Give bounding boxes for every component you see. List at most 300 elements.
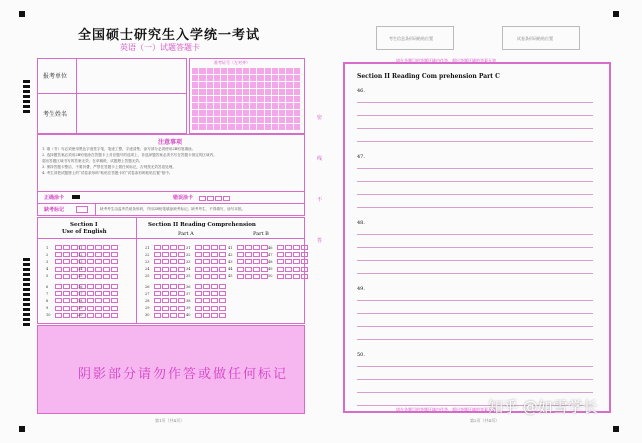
answer-bubble[interactable] xyxy=(95,298,102,303)
answer-bubble[interactable] xyxy=(95,252,102,257)
number-bubble[interactable] xyxy=(286,103,292,109)
number-bubble[interactable] xyxy=(250,124,256,130)
answer-bubble[interactable] xyxy=(63,298,70,303)
answer-bubble[interactable] xyxy=(111,274,118,279)
answer-bubble[interactable] xyxy=(95,267,102,272)
answer-bubble[interactable] xyxy=(253,252,260,257)
answer-bubble[interactable] xyxy=(211,291,218,296)
question-row[interactable] xyxy=(228,252,268,257)
number-bubble[interactable] xyxy=(279,103,285,109)
answer-bubble[interactable] xyxy=(211,245,218,250)
number-bubble[interactable] xyxy=(221,117,227,123)
answer-bubble[interactable] xyxy=(111,291,118,296)
answer-bubble[interactable] xyxy=(63,267,70,272)
question-row[interactable] xyxy=(268,267,308,272)
number-bubble[interactable] xyxy=(214,75,220,81)
answer-bubble[interactable] xyxy=(55,313,62,318)
answer-bubble[interactable] xyxy=(211,298,218,303)
answer-bubble[interactable] xyxy=(111,259,118,264)
question-row[interactable] xyxy=(78,252,118,257)
number-bubble[interactable] xyxy=(272,103,278,109)
number-bubble[interactable] xyxy=(192,103,198,109)
answer-bubble[interactable] xyxy=(170,291,177,296)
number-bubble[interactable] xyxy=(250,110,256,116)
answer-bubble[interactable] xyxy=(170,245,177,250)
answer-bubble[interactable] xyxy=(162,291,169,296)
number-bubble[interactable] xyxy=(272,68,278,74)
number-bubble[interactable] xyxy=(279,75,285,81)
answer-line[interactable] xyxy=(357,181,593,182)
number-bubble[interactable] xyxy=(265,82,271,88)
number-bubble[interactable] xyxy=(294,103,300,109)
number-bubble[interactable] xyxy=(257,89,263,95)
number-bubble[interactable] xyxy=(199,82,205,88)
answer-bubble[interactable] xyxy=(203,245,210,250)
number-bubble[interactable] xyxy=(192,68,198,74)
number-bubble[interactable] xyxy=(228,82,234,88)
answer-line[interactable] xyxy=(357,379,593,380)
answer-bubble[interactable] xyxy=(154,245,161,250)
answer-bubble[interactable] xyxy=(63,259,70,264)
number-bubble[interactable] xyxy=(236,124,242,130)
answer-bubble[interactable] xyxy=(71,298,78,303)
number-bubble[interactable] xyxy=(294,117,300,123)
answer-bubble[interactable] xyxy=(301,267,308,272)
number-bubble[interactable] xyxy=(236,110,242,116)
answer-bubble[interactable] xyxy=(170,274,177,279)
number-bubble[interactable] xyxy=(236,89,242,95)
answer-bubble[interactable] xyxy=(219,245,226,250)
number-bubble[interactable] xyxy=(192,110,198,116)
answer-bubble[interactable] xyxy=(277,245,284,250)
answer-bubble[interactable] xyxy=(277,274,284,279)
number-bubble[interactable] xyxy=(294,89,300,95)
answer-bubble[interactable] xyxy=(195,259,202,264)
number-bubble[interactable] xyxy=(250,96,256,102)
number-bubble[interactable] xyxy=(272,124,278,130)
answer-bubble[interactable] xyxy=(154,284,161,289)
number-bubble[interactable] xyxy=(294,110,300,116)
number-bubble[interactable] xyxy=(236,82,242,88)
number-bubble[interactable] xyxy=(279,89,285,95)
answer-bubble[interactable] xyxy=(203,252,210,257)
answer-bubble[interactable] xyxy=(103,298,110,303)
answer-bubble[interactable] xyxy=(301,252,308,257)
answer-line[interactable] xyxy=(357,273,593,274)
number-bubble[interactable] xyxy=(250,68,256,74)
answer-bubble[interactable] xyxy=(170,284,177,289)
answer-bubble[interactable] xyxy=(261,274,268,279)
answer-area-part-c[interactable] xyxy=(343,62,611,413)
number-bubble[interactable] xyxy=(207,103,213,109)
question-row[interactable] xyxy=(78,267,118,272)
answer-bubble[interactable] xyxy=(162,252,169,257)
answer-bubble[interactable] xyxy=(95,313,102,318)
number-bubble[interactable] xyxy=(192,117,198,123)
answer-bubble[interactable] xyxy=(293,274,300,279)
number-bubble[interactable] xyxy=(192,124,198,130)
number-bubble[interactable] xyxy=(286,117,292,123)
number-bubble[interactable] xyxy=(257,103,263,109)
number-bubble[interactable] xyxy=(228,68,234,74)
answer-bubble[interactable] xyxy=(293,245,300,250)
number-bubble[interactable] xyxy=(221,110,227,116)
answer-bubble[interactable] xyxy=(237,245,244,250)
number-bubble[interactable] xyxy=(243,82,249,88)
number-bubble[interactable] xyxy=(221,82,227,88)
answer-bubble[interactable] xyxy=(162,267,169,272)
number-bubble[interactable] xyxy=(207,124,213,130)
answer-bubble[interactable] xyxy=(87,252,94,257)
answer-bubble[interactable] xyxy=(103,245,110,250)
answer-bubble[interactable] xyxy=(285,259,292,264)
number-bubble[interactable] xyxy=(294,68,300,74)
answer-bubble[interactable] xyxy=(55,306,62,311)
number-bubble[interactable] xyxy=(243,68,249,74)
number-bubble[interactable] xyxy=(265,75,271,81)
number-bubble[interactable] xyxy=(192,96,198,102)
answer-bubble[interactable] xyxy=(154,274,161,279)
answer-bubble[interactable] xyxy=(277,252,284,257)
answer-bubble[interactable] xyxy=(285,274,292,279)
answer-bubble[interactable] xyxy=(219,267,226,272)
answer-bubble[interactable] xyxy=(245,252,252,257)
number-bubble[interactable] xyxy=(199,110,205,116)
answer-bubble[interactable] xyxy=(195,245,202,250)
number-bubble[interactable] xyxy=(265,96,271,102)
number-bubble[interactable] xyxy=(294,96,300,102)
number-bubble[interactable] xyxy=(236,75,242,81)
answer-bubble[interactable] xyxy=(285,267,292,272)
answer-bubble[interactable] xyxy=(178,306,185,311)
answer-bubble[interactable] xyxy=(245,245,252,250)
answer-bubble[interactable] xyxy=(103,252,110,257)
answer-bubble[interactable] xyxy=(87,313,94,318)
answer-bubble[interactable] xyxy=(219,274,226,279)
number-bubble[interactable] xyxy=(199,117,205,123)
answer-bubble[interactable] xyxy=(63,252,70,257)
question-row[interactable] xyxy=(186,291,226,296)
number-bubble[interactable] xyxy=(214,68,220,74)
answer-bubble[interactable] xyxy=(71,284,78,289)
number-bubble[interactable] xyxy=(294,124,300,130)
answer-bubble[interactable] xyxy=(154,313,161,318)
answer-line[interactable] xyxy=(357,260,593,261)
number-bubble[interactable] xyxy=(214,110,220,116)
answer-bubble[interactable] xyxy=(87,298,94,303)
answer-bubble[interactable] xyxy=(71,252,78,257)
answer-bubble[interactable] xyxy=(111,245,118,250)
number-bubble[interactable] xyxy=(243,96,249,102)
answer-line[interactable] xyxy=(357,313,593,314)
answer-bubble[interactable] xyxy=(195,252,202,257)
answer-bubble[interactable] xyxy=(253,267,260,272)
question-row[interactable] xyxy=(78,274,118,279)
number-bubble[interactable] xyxy=(214,89,220,95)
answer-line[interactable] xyxy=(357,128,593,129)
question-row[interactable] xyxy=(228,245,268,250)
number-bubble[interactable] xyxy=(265,89,271,95)
answer-bubble[interactable] xyxy=(154,267,161,272)
answer-bubble[interactable] xyxy=(111,298,118,303)
answer-bubble[interactable] xyxy=(245,274,252,279)
number-bubble[interactable] xyxy=(250,117,256,123)
number-bubble[interactable] xyxy=(228,117,234,123)
number-bubble[interactable] xyxy=(192,75,198,81)
answer-bubble[interactable] xyxy=(111,306,118,311)
number-bubble[interactable] xyxy=(236,103,242,109)
question-row[interactable] xyxy=(78,259,118,264)
number-bubble[interactable] xyxy=(250,82,256,88)
answer-bubble[interactable] xyxy=(55,267,62,272)
answer-bubble[interactable] xyxy=(178,313,185,318)
number-bubble[interactable] xyxy=(228,89,234,95)
question-row[interactable] xyxy=(186,313,226,318)
number-bubble[interactable] xyxy=(243,89,249,95)
answer-bubble[interactable] xyxy=(63,245,70,250)
number-bubble[interactable] xyxy=(286,75,292,81)
question-row[interactable] xyxy=(78,298,118,303)
number-bubble[interactable] xyxy=(257,82,263,88)
number-bubble[interactable] xyxy=(250,103,256,109)
answer-bubble[interactable] xyxy=(111,252,118,257)
number-bubble[interactable] xyxy=(236,68,242,74)
answer-bubble[interactable] xyxy=(203,298,210,303)
question-row[interactable] xyxy=(186,284,226,289)
number-bubble[interactable] xyxy=(257,110,263,116)
number-bubble[interactable] xyxy=(243,117,249,123)
answer-bubble[interactable] xyxy=(277,259,284,264)
number-bubble[interactable] xyxy=(214,82,220,88)
answer-bubble[interactable] xyxy=(162,259,169,264)
answer-bubble[interactable] xyxy=(195,306,202,311)
answer-bubble[interactable] xyxy=(71,245,78,250)
answer-bubble[interactable] xyxy=(219,259,226,264)
question-row[interactable] xyxy=(268,274,308,279)
answer-bubble[interactable] xyxy=(154,298,161,303)
answer-bubble[interactable] xyxy=(154,252,161,257)
answer-bubble[interactable] xyxy=(162,313,169,318)
question-row[interactable] xyxy=(145,252,185,257)
number-bubble[interactable] xyxy=(199,124,205,130)
answer-bubble[interactable] xyxy=(178,245,185,250)
number-bubble[interactable] xyxy=(236,117,242,123)
answer-bubble[interactable] xyxy=(203,306,210,311)
answer-bubble[interactable] xyxy=(203,291,210,296)
number-bubble[interactable] xyxy=(279,124,285,130)
answer-line[interactable] xyxy=(357,300,593,301)
question-row[interactable] xyxy=(186,306,226,311)
question-row[interactable] xyxy=(145,284,185,289)
answer-bubble[interactable] xyxy=(111,284,118,289)
number-bubble[interactable] xyxy=(192,82,198,88)
answer-line[interactable] xyxy=(357,168,593,169)
answer-bubble[interactable] xyxy=(103,267,110,272)
answer-bubble[interactable] xyxy=(55,259,62,264)
number-bubble[interactable] xyxy=(199,68,205,74)
question-row[interactable] xyxy=(186,245,226,250)
answer-bubble[interactable] xyxy=(95,245,102,250)
answer-bubble[interactable] xyxy=(95,306,102,311)
answer-bubble[interactable] xyxy=(237,259,244,264)
answer-bubble[interactable] xyxy=(55,298,62,303)
question-row[interactable] xyxy=(145,259,185,264)
number-bubble[interactable] xyxy=(228,75,234,81)
number-bubble[interactable] xyxy=(214,103,220,109)
answer-bubble[interactable] xyxy=(301,274,308,279)
answer-bubble[interactable] xyxy=(170,313,177,318)
question-row[interactable] xyxy=(78,306,118,311)
answer-bubble[interactable] xyxy=(170,267,177,272)
number-bubble[interactable] xyxy=(294,75,300,81)
question-row[interactable] xyxy=(228,274,268,279)
answer-bubble[interactable] xyxy=(154,291,161,296)
answer-bubble[interactable] xyxy=(63,291,70,296)
question-row[interactable] xyxy=(78,291,118,296)
answer-bubble[interactable] xyxy=(195,274,202,279)
question-row[interactable] xyxy=(145,267,185,272)
answer-bubble[interactable] xyxy=(203,259,210,264)
question-row[interactable] xyxy=(186,252,226,257)
number-bubble[interactable] xyxy=(221,68,227,74)
number-bubble[interactable] xyxy=(286,68,292,74)
question-row[interactable] xyxy=(228,267,268,272)
number-bubble[interactable] xyxy=(265,103,271,109)
answer-bubble[interactable] xyxy=(195,284,202,289)
number-bubble[interactable] xyxy=(207,75,213,81)
answer-bubble[interactable] xyxy=(245,259,252,264)
answer-bubble[interactable] xyxy=(211,267,218,272)
answer-bubble[interactable] xyxy=(219,284,226,289)
number-bubble[interactable] xyxy=(257,96,263,102)
number-bubble[interactable] xyxy=(214,124,220,130)
number-bubble[interactable] xyxy=(243,103,249,109)
answer-bubble[interactable] xyxy=(285,245,292,250)
answer-bubble[interactable] xyxy=(237,267,244,272)
question-row[interactable] xyxy=(145,313,185,318)
answer-bubble[interactable] xyxy=(219,306,226,311)
answer-bubble[interactable] xyxy=(219,291,226,296)
answer-bubble[interactable] xyxy=(301,259,308,264)
answer-bubble[interactable] xyxy=(95,284,102,289)
answer-bubble[interactable] xyxy=(293,259,300,264)
answer-bubble[interactable] xyxy=(87,274,94,279)
answer-line[interactable] xyxy=(357,207,593,208)
answer-bubble[interactable] xyxy=(87,291,94,296)
number-bubble[interactable] xyxy=(279,96,285,102)
number-bubble[interactable] xyxy=(207,96,213,102)
answer-bubble[interactable] xyxy=(162,298,169,303)
exam-number-bubbles[interactable] xyxy=(192,68,300,130)
number-bubble[interactable] xyxy=(243,75,249,81)
answer-bubble[interactable] xyxy=(55,291,62,296)
number-bubble[interactable] xyxy=(272,110,278,116)
answer-bubble[interactable] xyxy=(55,252,62,257)
question-row[interactable] xyxy=(186,267,226,272)
question-row[interactable] xyxy=(186,259,226,264)
answer-bubble[interactable] xyxy=(162,306,169,311)
answer-bubble[interactable] xyxy=(87,259,94,264)
answer-bubble[interactable] xyxy=(103,291,110,296)
question-row[interactable] xyxy=(268,245,308,250)
answer-line[interactable] xyxy=(357,339,593,340)
number-bubble[interactable] xyxy=(199,75,205,81)
answer-bubble[interactable] xyxy=(170,306,177,311)
number-bubble[interactable] xyxy=(243,124,249,130)
number-bubble[interactable] xyxy=(279,117,285,123)
number-bubble[interactable] xyxy=(192,89,198,95)
answer-bubble[interactable] xyxy=(87,284,94,289)
question-row[interactable] xyxy=(268,252,308,257)
answer-bubble[interactable] xyxy=(71,313,78,318)
answer-bubble[interactable] xyxy=(162,274,169,279)
answer-bubble[interactable] xyxy=(211,284,218,289)
number-bubble[interactable] xyxy=(243,110,249,116)
answer-bubble[interactable] xyxy=(178,298,185,303)
question-row[interactable] xyxy=(268,259,308,264)
answer-bubble[interactable] xyxy=(261,252,268,257)
number-bubble[interactable] xyxy=(265,110,271,116)
answer-bubble[interactable] xyxy=(195,267,202,272)
question-row[interactable] xyxy=(228,259,268,264)
number-bubble[interactable] xyxy=(221,124,227,130)
number-bubble[interactable] xyxy=(265,117,271,123)
number-bubble[interactable] xyxy=(207,89,213,95)
answer-line[interactable] xyxy=(357,102,593,103)
answer-bubble[interactable] xyxy=(203,274,210,279)
question-row[interactable] xyxy=(145,291,185,296)
number-bubble[interactable] xyxy=(199,103,205,109)
number-bubble[interactable] xyxy=(286,96,292,102)
number-bubble[interactable] xyxy=(272,89,278,95)
number-bubble[interactable] xyxy=(228,96,234,102)
answer-bubble[interactable] xyxy=(219,252,226,257)
answer-bubble[interactable] xyxy=(211,252,218,257)
answer-bubble[interactable] xyxy=(195,313,202,318)
answer-line[interactable] xyxy=(357,194,593,195)
answer-bubble[interactable] xyxy=(162,245,169,250)
number-bubble[interactable] xyxy=(257,68,263,74)
number-bubble[interactable] xyxy=(272,117,278,123)
number-bubble[interactable] xyxy=(286,124,292,130)
number-bubble[interactable] xyxy=(221,75,227,81)
answer-bubble[interactable] xyxy=(71,259,78,264)
answer-bubble[interactable] xyxy=(103,274,110,279)
number-bubble[interactable] xyxy=(272,75,278,81)
answer-bubble[interactable] xyxy=(71,267,78,272)
number-bubble[interactable] xyxy=(294,82,300,88)
question-row[interactable] xyxy=(145,306,185,311)
question-row[interactable] xyxy=(145,298,185,303)
number-bubble[interactable] xyxy=(221,89,227,95)
answer-bubble[interactable] xyxy=(261,259,268,264)
answer-bubble[interactable] xyxy=(237,252,244,257)
answer-bubble[interactable] xyxy=(195,291,202,296)
number-bubble[interactable] xyxy=(265,124,271,130)
question-row[interactable] xyxy=(186,298,226,303)
answer-bubble[interactable] xyxy=(277,267,284,272)
number-bubble[interactable] xyxy=(207,82,213,88)
number-bubble[interactable] xyxy=(228,124,234,130)
answer-bubble[interactable] xyxy=(211,259,218,264)
answer-bubble[interactable] xyxy=(154,306,161,311)
answer-bubble[interactable] xyxy=(178,291,185,296)
answer-bubble[interactable] xyxy=(195,298,202,303)
answer-bubble[interactable] xyxy=(63,284,70,289)
answer-bubble[interactable] xyxy=(87,306,94,311)
answer-bubble[interactable] xyxy=(170,298,177,303)
answer-line[interactable] xyxy=(357,141,593,142)
